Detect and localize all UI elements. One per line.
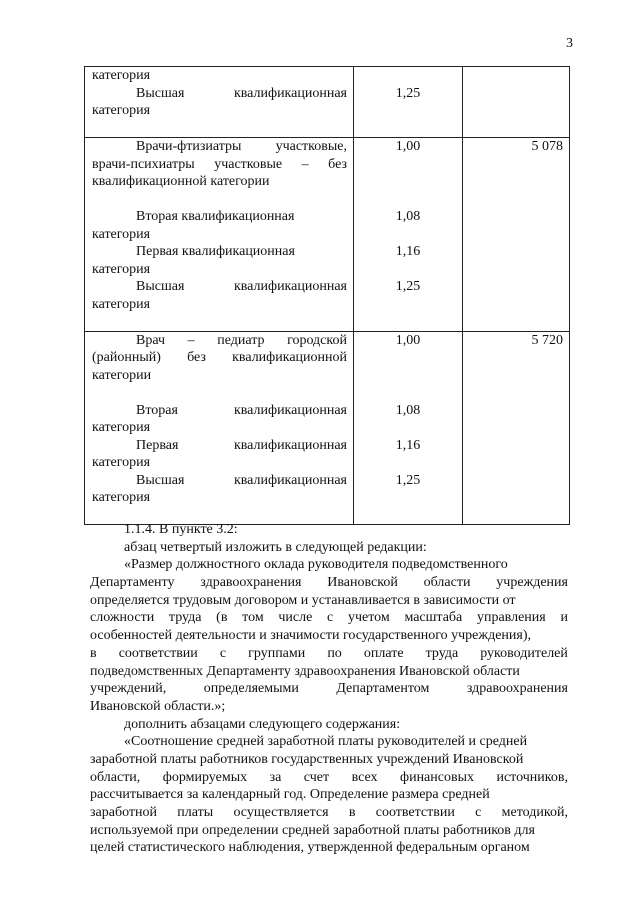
paragraph-line: особенностей деятельности и значимости государственного учреждения),: [90, 628, 531, 644]
coefficient-value: 1,08: [395, 209, 421, 224]
page-number: 3: [566, 36, 573, 51]
paragraph-line: рассчитывается за календарный год. Определение размера средней: [90, 787, 490, 803]
category-line: категория: [92, 226, 151, 242]
position-title-line: врачи-психиатры участковые – без: [92, 156, 347, 172]
position-title-line: квалификационной категории: [92, 174, 270, 189]
table-row: [85, 138, 570, 332]
position-title-line: Врач – педиатр городской: [136, 332, 347, 348]
category-line: категория: [92, 490, 151, 505]
category-line: категория: [92, 296, 151, 312]
category-line: категория: [92, 103, 151, 118]
position-title-line: Врачи-фтизиатры участковые,: [136, 139, 347, 154]
table-row: [85, 331, 570, 525]
coefficient-cell: [354, 67, 463, 138]
paragraph-line: подведомственных Департаменту здравоохранения Ивановской области: [90, 663, 520, 679]
category-line: категория: [92, 68, 151, 83]
category-line: Первая квалификационная: [136, 244, 295, 259]
paragraph-line: сложности труда (в том числе с учетом масштаба управления и: [90, 610, 568, 626]
position-cell: [85, 331, 354, 525]
category-line: Высшая квалификационная: [136, 85, 347, 101]
paragraph-line: «Размер должностного оклада руководителя подведомственного: [124, 557, 508, 573]
paragraph-line: целей статистического наблюдения, утвержденной федеральным органом: [90, 840, 530, 856]
paragraph-line: Департаменту здравоохранения Ивановской области учреждения: [90, 575, 568, 591]
paragraph: [90, 733, 568, 857]
position-cell: [85, 67, 354, 138]
category-line: Высшая квалификационная: [136, 472, 347, 488]
category-line: Высшая квалификационная: [136, 279, 347, 294]
coefficient-value: 1,16: [395, 437, 421, 453]
salary-value: 5 078: [531, 139, 563, 154]
category-line: Первая квалификационная: [136, 437, 347, 453]
paragraph-line: области, формируемых за счет всех финансовых источников,: [90, 769, 568, 785]
document-body: [90, 521, 568, 857]
position-cell: [85, 138, 354, 332]
paragraph-line: учреждений, определяемыми Департаментом здравоохранения: [90, 681, 568, 697]
position-title-line: (районный) без квалификационной: [92, 350, 347, 365]
coefficient-value: 1,25: [395, 85, 421, 101]
category-line: Вторая квалификационная: [136, 402, 347, 418]
category-line: категория: [92, 261, 151, 277]
instruction-text: дополнить абзацами следующего содержания:: [124, 716, 401, 732]
salary-value: 5 720: [531, 332, 563, 348]
coefficient-value: 1,08: [395, 402, 421, 418]
table-row: [85, 67, 570, 138]
category-line: Вторая квалификационная: [136, 209, 295, 224]
category-line: категория: [92, 420, 151, 435]
paragraph-line: заработной платы работников государственных учреждений Ивановской: [90, 751, 524, 767]
salary-table: [84, 66, 570, 525]
salary-cell: [463, 138, 570, 332]
coefficient-value: 1,00: [395, 139, 421, 154]
position-title-line: категории: [92, 367, 152, 383]
coefficient-cell: [354, 331, 463, 525]
paragraph-line: Ивановской области.»;: [90, 698, 226, 714]
paragraph-line: «Соотношение средней заработной платы руководителей и средней: [124, 734, 528, 750]
coefficient-cell: [354, 138, 463, 332]
item-heading: 1.1.4. В пункте 3.2:: [124, 522, 238, 537]
paragraph-line: в соответствии с группами по оплате труда руководителей: [90, 645, 568, 661]
paragraph-line: используемой при определении средней заработной платы работников для: [90, 822, 535, 838]
coefficient-value: 1,16: [395, 244, 421, 259]
paragraph: [90, 556, 568, 698]
paragraph-line: определяется трудовым договором и устанавливается в зависимости от: [90, 592, 516, 608]
coefficient-value: 1,25: [395, 279, 421, 294]
coefficient-value: 1,25: [395, 472, 421, 488]
category-line: категория: [92, 455, 151, 470]
salary-cell: [463, 67, 570, 138]
salary-cell: [463, 331, 570, 525]
paragraph-line: заработной платы осуществляется в соответствии с методикой,: [90, 805, 568, 820]
instruction-text: абзац четвертый изложить в следующей редакции:: [124, 539, 427, 555]
coefficient-value: 1,00: [395, 332, 421, 348]
